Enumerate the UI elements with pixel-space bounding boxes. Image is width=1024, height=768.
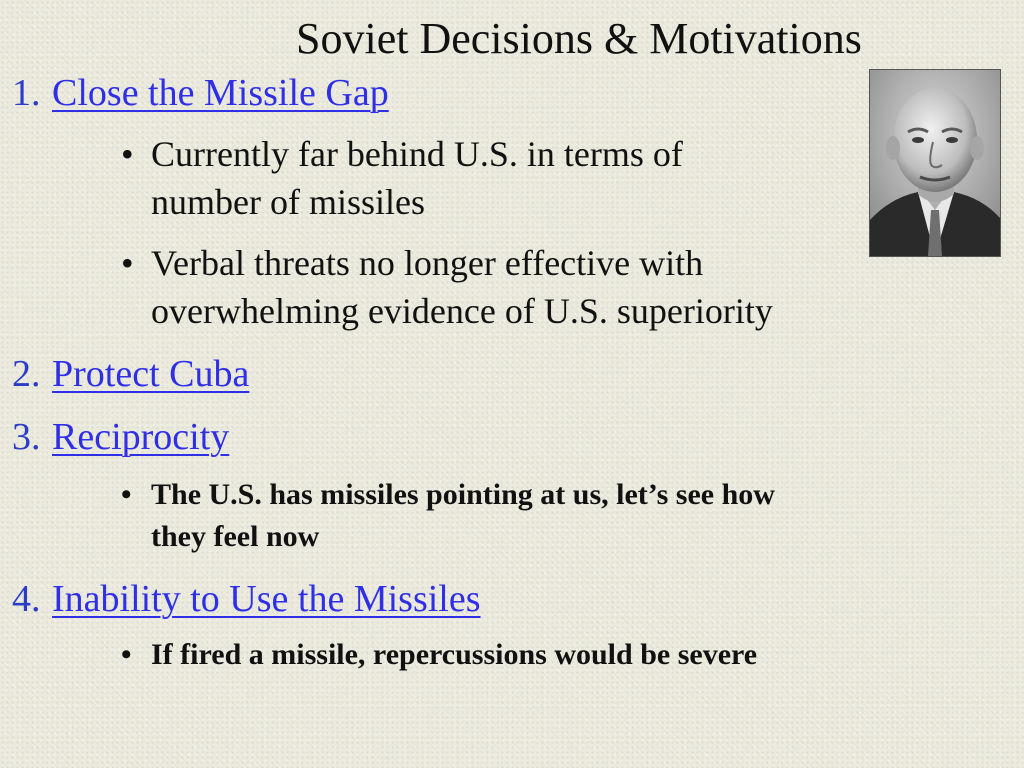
bullet-text-line1: The U.S. has missiles pointing at us, let’s see how (151, 478, 775, 511)
item-number: 2. (12, 353, 41, 395)
bullet-text-line1: Currently far behind U.S. in terms of (151, 134, 683, 174)
bullet-text-line2: overwhelming evidence of U.S. superiority (151, 291, 773, 331)
bullet-text-line2: number of missiles (151, 182, 425, 222)
heading-link-reciprocity[interactable]: Reciprocity (52, 416, 230, 458)
list-item-2 (12, 351, 249, 397)
heading-link-inability-to-use-missiles[interactable]: Inability to Use the Missiles (52, 578, 481, 620)
bullet-glyph: • (121, 478, 132, 511)
bullet-item (117, 474, 775, 558)
bullet-glyph: • (121, 638, 132, 671)
list-item-4 (12, 576, 481, 622)
bullet-item (117, 239, 773, 335)
bullet-glyph: • (121, 243, 134, 283)
bullet-item (117, 634, 757, 676)
item-number: 1. (12, 72, 41, 114)
slide-title: Soviet Decisions & Motivations (296, 14, 862, 63)
list-item-1 (12, 70, 389, 116)
portrait-photo (869, 69, 1001, 257)
bullet-text-line1: Verbal threats no longer effective with (151, 243, 704, 283)
bullet-item (117, 130, 683, 226)
heading-link-close-missile-gap[interactable]: Close the Missile Gap (52, 72, 389, 114)
bullet-glyph: • (121, 134, 134, 174)
item-number: 3. (12, 416, 41, 458)
bullet-text-line1: If fired a missile, repercussions would be severe (151, 638, 758, 671)
item-number: 4. (12, 578, 41, 620)
list-item-3 (12, 414, 229, 460)
heading-link-protect-cuba[interactable]: Protect Cuba (52, 353, 250, 395)
bullet-text-line2: they feel now (151, 520, 320, 553)
